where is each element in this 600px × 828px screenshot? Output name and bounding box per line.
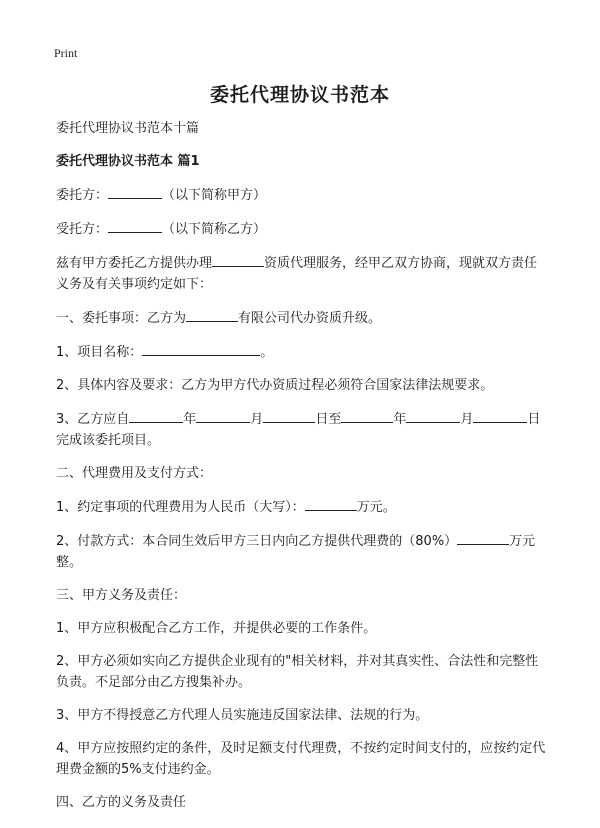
principal-label: 委托方： bbox=[56, 188, 109, 203]
principal-blank bbox=[108, 184, 162, 199]
preamble-before: 兹有甲方委托乙方提供办理 bbox=[56, 256, 213, 271]
project-name-blank bbox=[142, 341, 260, 356]
preamble-blank bbox=[212, 252, 264, 267]
section3-heading: 三、甲方义务及责任： bbox=[56, 588, 187, 603]
preamble-after: 资质代理服务，经甲乙双方协商，现就双方责任义务及有关事项约定如下： bbox=[56, 256, 538, 292]
principal-line bbox=[56, 184, 550, 206]
item3-blank-6 bbox=[473, 408, 527, 423]
preamble-paragraph bbox=[56, 252, 550, 295]
section1-item1 bbox=[56, 341, 550, 363]
principal-suffix: （以下简称甲方） bbox=[162, 188, 267, 203]
section2-item2 bbox=[56, 530, 550, 573]
item3-blank-2 bbox=[196, 408, 250, 423]
item3-blank-3 bbox=[263, 408, 315, 423]
document-body bbox=[56, 118, 550, 825]
section3-item1: 1、甲方应积极配合乙方工作，并提供必要的工作条件。 bbox=[56, 621, 377, 636]
section1-item2: 2、具体内容及要求：乙方为甲方代办资质过程必须符合国家法律法规要求。 bbox=[56, 378, 494, 393]
section1-heading-before: 一、委托事项：乙方为 bbox=[56, 311, 187, 326]
item3-month2: 月 bbox=[460, 412, 474, 427]
section1-item3 bbox=[56, 408, 550, 451]
item3-month1: 月 bbox=[250, 412, 264, 427]
section2-item1 bbox=[56, 496, 550, 518]
section3-item4: 4、甲方应按照约定的条件，及时足额支付代理费，不按约定时间支付的，应按约定代理费金额的5%支付违约金。 bbox=[56, 741, 546, 777]
section-subtitle: 委托代理协议书范本 篇1 bbox=[56, 154, 200, 169]
payment-blank bbox=[457, 530, 509, 545]
section1-heading bbox=[56, 307, 550, 329]
section2-item2-after: 万元整。 bbox=[56, 534, 536, 570]
section2-item1-before: 1、约定事项的代理费用为人民币（大写）： bbox=[56, 500, 305, 515]
fee-amount-blank bbox=[305, 496, 357, 511]
item3-blank-1 bbox=[129, 408, 183, 423]
agent-label: 受托方： bbox=[56, 222, 109, 237]
section1-heading-after: 有限公司代办资质升级。 bbox=[238, 311, 382, 326]
item3-start: 3、乙方应自 bbox=[56, 412, 130, 427]
section2-heading: 二、代理费用及支付方式： bbox=[56, 466, 213, 481]
section1-blank bbox=[186, 307, 238, 322]
agent-suffix: （以下简称乙方） bbox=[162, 222, 267, 237]
section1-item1-before: 1、项目名称： bbox=[56, 345, 143, 360]
item3-tail: 日完成该委托项目。 bbox=[56, 412, 541, 448]
item3-year1: 年 bbox=[183, 412, 197, 427]
document-title: 委托代理协议书范本 bbox=[209, 84, 390, 106]
item3-day1: 日至 bbox=[315, 412, 342, 427]
section2-item2-before: 2、付款方式：本合同生效后甲方三日内向乙方提供代理费的（80%） bbox=[56, 534, 458, 549]
item3-year2: 年 bbox=[393, 412, 407, 427]
section3-item3: 3、甲方不得授意乙方代理人员实施违反国家法律、法规的行为。 bbox=[56, 708, 429, 723]
agent-line bbox=[56, 218, 550, 240]
intro-line: 委托代理协议书范本十篇 bbox=[56, 121, 200, 136]
section4-heading: 四、乙方的义务及责任 bbox=[56, 795, 187, 810]
section2-item1-after: 万元。 bbox=[356, 500, 396, 515]
item3-blank-4 bbox=[341, 408, 393, 423]
section1-item1-after: 。 bbox=[260, 345, 274, 360]
agent-blank bbox=[108, 218, 162, 233]
print-link[interactable]: Print bbox=[54, 46, 78, 60]
section3-item2: 2、甲方必须如实向乙方提供企业现有的"相关材料，并对其真实性、合法性和完整性负责。不足部分由乙方搜集补办。 bbox=[56, 654, 539, 690]
item3-blank-5 bbox=[406, 408, 460, 423]
